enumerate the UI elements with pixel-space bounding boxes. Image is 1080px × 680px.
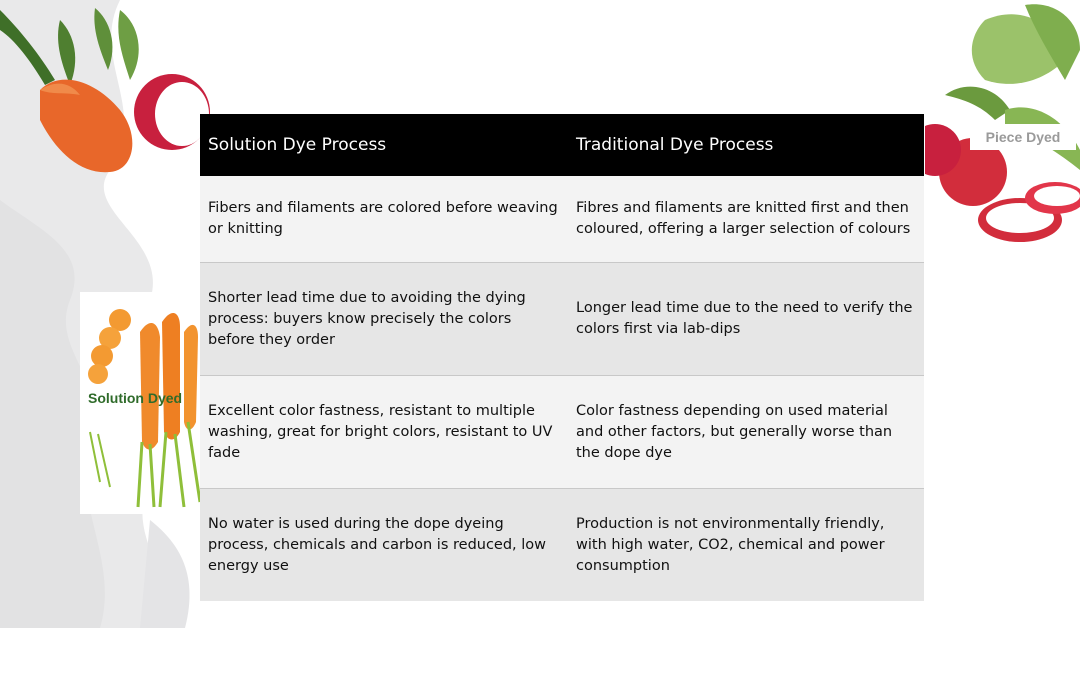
table-cell: Fibers and filaments are colored before weaving or knitting <box>200 176 568 263</box>
table-row <box>200 376 924 489</box>
header-solution-dye: Solution Dye Process <box>200 114 568 176</box>
bottom-margin <box>0 628 1080 680</box>
table-row <box>200 263 924 376</box>
table-cell: Excellent color fastness, resistant to multiple washing, great for bright colors, resistant to UV fade <box>200 376 568 489</box>
solution-dyed-label: Solution Dyed <box>88 390 183 406</box>
table-cell: Fibres and filaments are knitted first and then coloured, offering a larger selection of colours <box>568 176 924 263</box>
table-header-row <box>200 114 924 176</box>
table-cell: Longer lead time due to the need to verify the colors first via lab-dips <box>568 263 924 376</box>
table-cell: Color fastness depending on used material and other factors, but generally worse than the dope dye <box>568 376 924 489</box>
table-row <box>200 489 924 602</box>
piece-dyed-label: Piece Dyed <box>970 124 1076 150</box>
table-cell: Production is not environmentally friendly, with high water, CO2, chemical and power consumption <box>568 489 924 602</box>
table-row <box>200 176 924 263</box>
table-cell: Shorter lead time due to avoiding the dying process: buyers know precisely the colors before they order <box>200 263 568 376</box>
table-cell: No water is used during the dope dyeing process, chemicals and carbon is reduced, low energy use <box>200 489 568 602</box>
header-traditional-dye: Traditional Dye Process <box>568 114 924 176</box>
carrot-radish-image <box>0 0 215 180</box>
comparison-table <box>200 114 924 601</box>
